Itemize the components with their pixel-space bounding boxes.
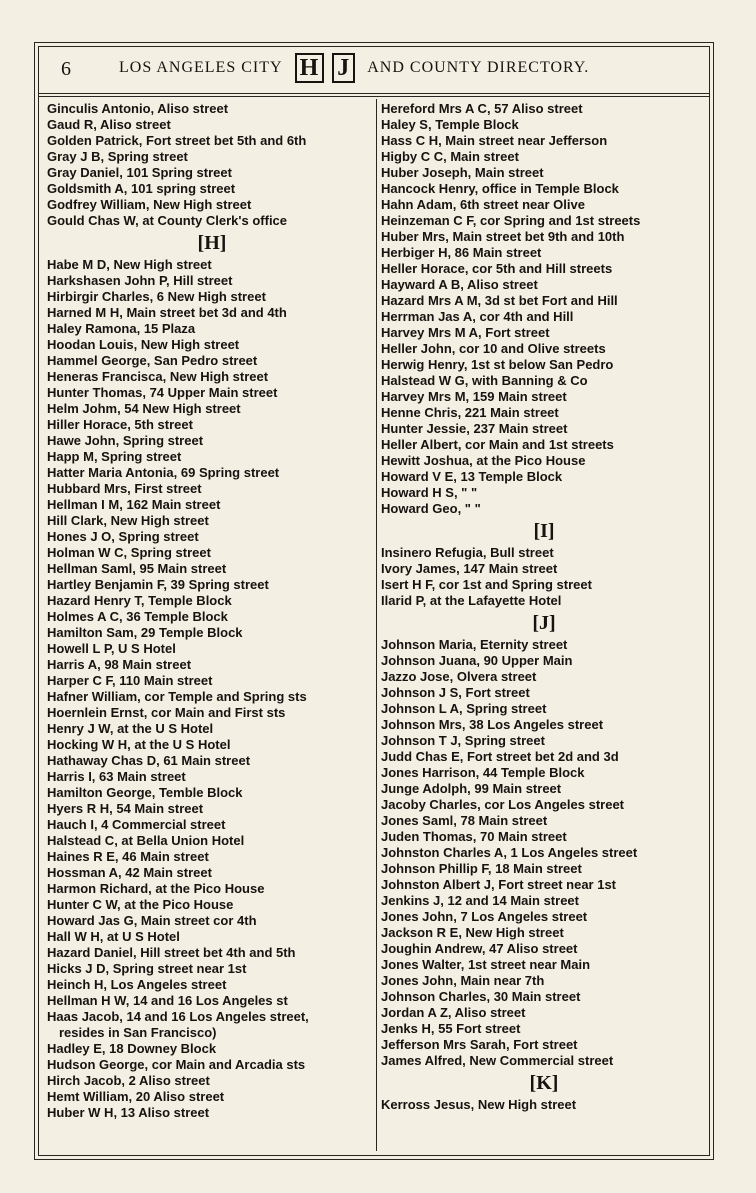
directory-entry: Howard Jas G, Main street cor 4th [47,913,257,928]
directory-entry: Heinch H, Los Angeles street [47,977,227,992]
directory-entry: Harvey Mrs M, 159 Main street [381,389,567,404]
directory-entry: Jenks H, 55 Fort street [381,1021,521,1036]
directory-entry: Happ M, Spring street [47,449,182,464]
directory-entry: Hudson George, cor Main and Arcadia sts [47,1057,306,1072]
section-heading: [K] [529,1072,559,1094]
title-letter-h: H [295,53,325,83]
directory-entry: Habe M D, New High street [47,257,212,272]
directory-entry: Howell L P, U S Hotel [47,641,176,656]
directory-entry: Heinzeman C F, cor Spring and 1st streets [381,213,641,228]
directory-entry: Harris A, 98 Main street [47,657,192,672]
directory-entry: Hoernlein Ernst, cor Main and First sts [47,705,286,720]
directory-entry: Hazard Mrs A M, 3d st bet Fort and Hill [381,293,618,308]
directory-entry: Joughin Andrew, 47 Aliso street [381,941,578,956]
directory-entry: Herwig Henry, 1st st below San Pedro [381,357,614,372]
directory-entry: Heneras Francisca, New High street [47,369,269,384]
directory-entry: Junge Adolph, 99 Main street [381,781,562,796]
directory-entry: Gray Daniel, 101 Spring street [47,165,232,180]
directory-entry: Heller Horace, cor 5th and Hill streets [381,261,613,276]
directory-entry: Huber Mrs, Main street bet 9th and 10th [381,229,625,244]
left-column [47,101,377,1149]
directory-entry: Hamilton Sam, 29 Temple Block [47,625,243,640]
directory-entry: Helm Johm, 54 New High street [47,401,241,416]
directory-entry: Hones J O, Spring street [47,529,199,544]
running-title [119,53,699,83]
title-right: AND COUNTY DIRECTORY. [367,59,590,76]
directory-entry: Haley S, Temple Block [381,117,519,132]
directory-entry: Hewitt Joshua, at the Pico House [381,453,586,468]
page-frame [38,46,710,1156]
directory-entry: Hadley E, 18 Downey Block [47,1041,217,1056]
title-left: LOS ANGELES CITY [119,59,283,76]
directory-entry: Johnson J S, Fort street [381,685,530,700]
page-number: 6 [61,58,71,80]
directory-entry: Harned M H, Main street bet 3d and 4th [47,305,287,320]
directory-entry: Huber W H, 13 Aliso street [47,1105,210,1120]
section-heading: [J] [532,612,556,634]
directory-entry: Hossman A, 42 Main street [47,865,212,880]
section-heading: [H] [197,232,227,254]
directory-entry: Johnston Albert J, Fort street near 1st [381,877,617,892]
directory-entry: Hubbard Mrs, First street [47,481,202,496]
directory-entry: Jackson R E, New High street [381,925,564,940]
directory-entry: Hahn Adam, 6th street near Olive [381,197,585,212]
directory-entry: Hamilton George, Temble Block [47,785,243,800]
directory-entry: Hazard Daniel, Hill street bet 4th and 5th [47,945,296,960]
directory-entry: Halstead W G, with Banning & Co [381,373,588,388]
directory-entry: Jones Saml, 78 Main street [381,813,548,828]
directory-entry: Kerross Jesus, New High street [381,1097,577,1112]
directory-entry: Henry J W, at the U S Hotel [47,721,214,736]
directory-entry: Hartley Benjamin F, 39 Spring street [47,577,269,592]
directory-entry: Insinero Refugia, Bull street [381,545,554,560]
directory-entry: Herrman Jas A, cor 4th and Hill [381,309,574,324]
directory-entry: Jones John, 7 Los Angeles street [381,909,588,924]
directory-entry: Harkshasen John P, Hill street [47,273,233,288]
directory-entry: Henne Chris, 221 Main street [381,405,559,420]
directory-entry: Howard Geo, " " [381,501,481,516]
directory-entry: Hafner William, cor Temple and Spring sts [47,689,307,704]
directory-entry: Hass C H, Main street near Jefferson [381,133,608,148]
directory-entry: Hellman I M, 162 Main street [47,497,221,512]
directory-entry: Halstead C, at Bella Union Hotel [47,833,245,848]
directory-entry: Johnson Phillip F, 18 Main street [381,861,582,876]
directory-entry: Hathaway Chas D, 61 Main street [47,753,251,768]
directory-entry: Hellman Saml, 95 Main street [47,561,227,576]
directory-entry: Harper C F, 110 Main street [47,673,213,688]
directory-entry: Heller John, cor 10 and Olive streets [381,341,606,356]
directory-entry: Johnson Mrs, 38 Los Angeles street [381,717,604,732]
directory-entry: Herbiger H, 86 Main street [381,245,542,260]
directory-entry: Jones Walter, 1st street near Main [381,957,591,972]
directory-entry: Hemt William, 20 Aliso street [47,1089,225,1104]
directory-entry: Jacoby Charles, cor Los Angeles street [381,797,625,812]
right-column [381,101,707,1149]
directory-entry: Golden Patrick, Fort street bet 5th and 6th [47,133,307,148]
directory-entry: resides in San Francisco) [59,1025,217,1040]
directory-entry: Hunter C W, at the Pico House [47,897,234,912]
directory-entry: Haas Jacob, 14 and 16 Los Angeles street, [47,1009,309,1024]
directory-entry: Howard V E, 13 Temple Block [381,469,563,484]
directory-entry: Huber Joseph, Main street [381,165,544,180]
directory-entry: Harmon Richard, at the Pico House [47,881,265,896]
directory-entry: Howard H S, " " [381,485,478,500]
directory-entry: Johnson T J, Spring street [381,733,545,748]
directory-entry: Hatter Maria Antonia, 69 Spring street [47,465,280,480]
directory-entry: Hammel George, San Pedro street [47,353,258,368]
directory-entry: Gaud R, Aliso street [47,117,171,132]
directory-entry: Johnson Maria, Eternity street [381,637,568,652]
directory-entry: Gray J B, Spring street [47,149,188,164]
directory-entry: Jenkins J, 12 and 14 Main street [381,893,579,908]
directory-entry: Haley Ramona, 15 Plaza [47,321,196,336]
directory-entry: Gould Chas W, at County Clerk's office [47,213,288,228]
directory-entry: Johnston Charles A, 1 Los Angeles street [381,845,638,860]
directory-entry: Ginculis Antonio, Aliso street [47,101,229,116]
directory-entry: Hayward A B, Aliso street [381,277,538,292]
directory-entry: Holmes A C, 36 Temple Block [47,609,228,624]
directory-entry: Heller Albert, cor Main and 1st streets [381,437,614,452]
directory-entry: Godfrey William, New High street [47,197,252,212]
directory-entry: Hiller Horace, 5th street [47,417,193,432]
directory-entry: Holman W C, Spring street [47,545,211,560]
directory-entry: Hirch Jacob, 2 Aliso street [47,1073,210,1088]
directory-entry: Hereford Mrs A C, 57 Aliso street [381,101,583,116]
directory-entry: Hall W H, at U S Hotel [47,929,180,944]
page-header [39,47,709,94]
directory-entry: Jordan A Z, Aliso street [381,1005,526,1020]
directory-entry: Harris I, 63 Main street [47,769,186,784]
title-letter-j: J [332,53,355,83]
directory-entry: Johnson Juana, 90 Upper Main [381,653,573,668]
directory-entry: Ilarid P, at the Lafayette Hotel [381,593,562,608]
directory-entry: Hirbirgir Charles, 6 New High street [47,289,266,304]
directory-entry: Hellman H W, 14 and 16 Los Angeles st [47,993,288,1008]
directory-entry: Hoodan Louis, New High street [47,337,240,352]
directory-entry: Jones Harrison, 44 Temple Block [381,765,585,780]
directory-entry: Juden Thomas, 70 Main street [381,829,567,844]
directory-entry: Harvey Mrs M A, Fort street [381,325,550,340]
header-rule [39,96,709,97]
directory-page [34,42,714,1160]
directory-entry: James Alfred, New Commercial street [381,1053,614,1068]
directory-entry: Johnson Charles, 30 Main street [381,989,581,1004]
directory-entry: Judd Chas E, Fort street bet 2d and 3d [381,749,619,764]
directory-entry: Hancock Henry, office in Temple Block [381,181,619,196]
directory-entry: Hazard Henry T, Temple Block [47,593,232,608]
directory-entry: Hunter Jessie, 237 Main street [381,421,568,436]
directory-entry: Johnson L A, Spring street [381,701,547,716]
section-heading: [I] [533,520,555,542]
directory-entry: Jazzo Jose, Olvera street [381,669,537,684]
directory-entry: Isert H F, cor 1st and Spring street [381,577,592,592]
directory-entry: Hauch I, 4 Commercial street [47,817,226,832]
directory-entry: Ivory James, 147 Main street [381,561,558,576]
directory-entry: Hill Clark, New High street [47,513,209,528]
directory-entry: Hunter Thomas, 74 Upper Main street [47,385,278,400]
directory-entry: Jones John, Main near 7th [381,973,545,988]
directory-entry: Hawe John, Spring street [47,433,204,448]
directory-entry: Jefferson Mrs Sarah, Fort street [381,1037,578,1052]
directory-entry: Higby C C, Main street [381,149,519,164]
directory-entry: Hicks J D, Spring street near 1st [47,961,247,976]
directory-entry: Haines R E, 46 Main street [47,849,209,864]
directory-entry: Hyers R H, 54 Main street [47,801,204,816]
directory-entry: Hocking W H, at the U S Hotel [47,737,231,752]
directory-entry: Goldsmith A, 101 spring street [47,181,236,196]
